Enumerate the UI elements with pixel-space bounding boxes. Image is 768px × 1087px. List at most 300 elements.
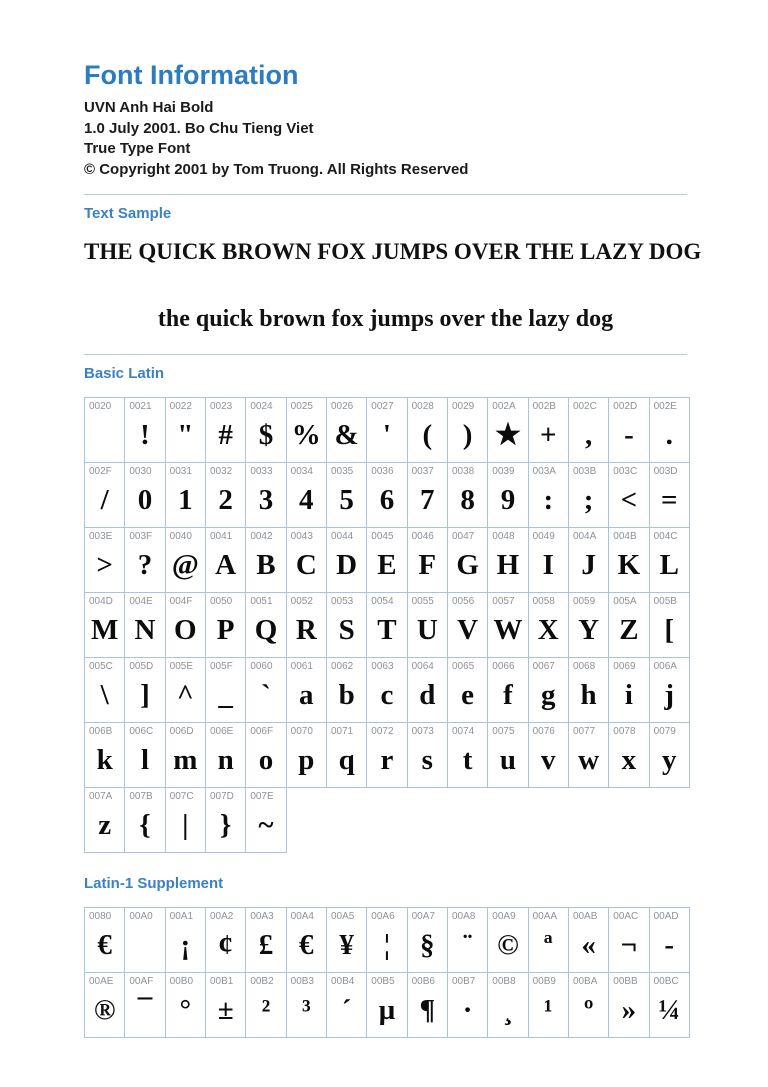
glyph-cell: [528, 463, 568, 528]
glyph-cell: [407, 398, 447, 463]
glyph-cell: [568, 973, 608, 1038]
char-row: [85, 723, 690, 788]
char-glyph: ": [177, 419, 194, 451]
char-code-label: 0022: [169, 401, 192, 412]
char-code-label: 0025: [290, 401, 313, 412]
char-code-label: 0070: [290, 726, 313, 737]
char-glyph: Q: [254, 614, 278, 646]
glyph-cell: [286, 463, 326, 528]
char-code-label: 0077: [572, 726, 596, 737]
glyph-cell: [407, 658, 447, 723]
char-glyph: {: [139, 809, 151, 841]
char-glyph: !: [140, 419, 150, 451]
char-glyph: r: [380, 744, 394, 776]
char-code-label: 0051: [250, 596, 273, 607]
char-row: [85, 973, 690, 1038]
char-code-label: 00AE: [89, 976, 114, 987]
char-glyph: O: [174, 614, 197, 646]
char-glyph: T: [377, 614, 397, 646]
char-code-label: 0064: [411, 661, 434, 672]
char-glyph: P: [216, 614, 235, 646]
char-code-label: 0033: [250, 466, 273, 477]
glyph-cell: [165, 593, 205, 658]
char-code-label: 004C: [653, 531, 678, 542]
char-row: [85, 908, 690, 973]
char-glyph: ¦: [383, 929, 391, 961]
char-glyph: «: [581, 929, 596, 961]
glyph-cell: [125, 788, 165, 853]
glyph-cell: [286, 908, 326, 973]
font-type: True Type Font: [84, 140, 191, 157]
section-divider: [84, 194, 687, 195]
char-glyph: W: [493, 614, 523, 646]
glyph-cell: [528, 723, 568, 788]
char-code-label: 0076: [532, 726, 555, 737]
char-glyph: S: [338, 614, 355, 646]
glyph-cell: [85, 528, 125, 593]
char-glyph: ±: [217, 994, 234, 1026]
page-title: Font Information: [84, 60, 299, 90]
char-code-label: 0038: [451, 466, 475, 477]
char-code-label: 00BA: [572, 976, 598, 987]
char-glyph: F: [418, 549, 437, 581]
char-glyph: .: [665, 419, 673, 451]
glyph-cell: [447, 973, 487, 1038]
char-code-label: 00B9: [532, 976, 556, 987]
char-glyph: A: [215, 549, 237, 581]
glyph-cell: [326, 723, 366, 788]
char-code-label: 0058: [532, 596, 555, 607]
glyph-cell: [326, 398, 366, 463]
char-glyph: g: [541, 679, 556, 711]
glyph-cell: [85, 723, 125, 788]
char-code-label: 0053: [330, 596, 354, 607]
char-code-label: 0045: [371, 531, 394, 542]
char-code-label: 0028: [411, 401, 434, 412]
char-code-label: 0023: [209, 401, 233, 412]
char-glyph: 4: [299, 484, 314, 516]
glyph-cell: [488, 593, 528, 658]
char-code-label: 00A1: [169, 911, 194, 922]
char-code-label: 0069: [613, 661, 636, 672]
glyph-cell: [286, 658, 326, 723]
char-glyph: ': [382, 419, 391, 451]
char-code-label: 00B5: [371, 976, 395, 987]
char-glyph: d: [419, 679, 436, 711]
char-code-label: 00AC: [613, 911, 639, 922]
glyph-cell: [649, 658, 689, 723]
char-glyph: ·: [462, 994, 473, 1026]
glyph-cell: [609, 463, 649, 528]
char-glyph: ´: [341, 994, 352, 1026]
glyph-cell: [165, 788, 205, 853]
glyph-cell: [609, 723, 649, 788]
glyph-cell: [165, 908, 205, 973]
char-glyph: D: [336, 549, 358, 581]
glyph-cell: [125, 723, 165, 788]
font-name: UVN Anh Hai Bold: [84, 99, 214, 116]
glyph-cell: [528, 528, 568, 593]
char-code-label: 0065: [451, 661, 475, 672]
char-code-label: 002F: [89, 466, 112, 477]
char-code-label: 0021: [129, 401, 152, 412]
glyph-cell: [367, 908, 407, 973]
glyph-cell: [488, 723, 528, 788]
glyph-cell: [568, 463, 608, 528]
char-glyph: I: [542, 549, 554, 581]
glyph-cell: [367, 528, 407, 593]
glyph-cell: [246, 973, 286, 1038]
font-version: 1.0 July 2001. Bo Chu Tieng Viet: [84, 119, 314, 137]
glyph-cell: [528, 658, 568, 723]
char-glyph: €: [299, 929, 314, 961]
glyph-cell: [488, 658, 528, 723]
char-code-label: 0061: [290, 661, 313, 672]
char-glyph: _: [218, 679, 233, 711]
section-heading-latin1-supplement: Latin-1 Supplement: [84, 875, 224, 892]
glyph-cell: [165, 528, 205, 593]
char-glyph: $: [258, 419, 274, 451]
glyph-cell: [488, 908, 528, 973]
char-code-label: 0067: [532, 661, 555, 672]
char-code-label: 0075: [492, 726, 515, 737]
char-code-label: 002C: [572, 401, 597, 412]
char-glyph: `: [261, 679, 271, 711]
char-glyph: p: [298, 744, 315, 776]
glyph-cell: [649, 973, 689, 1038]
glyph-cell: [649, 723, 689, 788]
glyph-cell: [85, 973, 125, 1038]
char-glyph: €: [97, 929, 112, 961]
glyph-cell: [528, 593, 568, 658]
char-code-label: 0040: [169, 531, 192, 542]
glyph-cell: [367, 463, 407, 528]
char-code-label: 003D: [653, 466, 678, 477]
char-code-label: 007A: [89, 791, 113, 802]
char-code-label: 0073: [411, 726, 434, 737]
glyph-cell: [125, 528, 165, 593]
char-code-label: 00B4: [330, 976, 355, 987]
char-code-label: 0047: [451, 531, 475, 542]
char-code-label: 006F: [250, 726, 274, 737]
section-heading-basic-latin: Basic Latin: [84, 365, 165, 382]
char-code-label: 00AA: [532, 911, 558, 922]
char-glyph: x: [621, 744, 637, 776]
glyph-cell: [125, 908, 165, 973]
char-glyph: 1: [178, 484, 193, 516]
glyph-cell: [326, 593, 366, 658]
glyph-cell: [568, 658, 608, 723]
glyph-cell: [447, 528, 487, 593]
glyph-cell: [165, 723, 205, 788]
char-glyph: 7: [420, 484, 435, 516]
glyph-cell: [205, 908, 245, 973]
glyph-cell: [367, 973, 407, 1038]
char-code-label: 004F: [169, 596, 193, 607]
glyph-cell: [205, 463, 245, 528]
char-glyph: <: [620, 484, 638, 516]
char-code-label: 00AF: [129, 976, 154, 987]
char-glyph: º: [583, 994, 594, 1026]
glyph-cell: [205, 528, 245, 593]
glyph-cell: [649, 398, 689, 463]
glyph-cell: [609, 658, 649, 723]
char-glyph: +: [540, 419, 557, 451]
section-heading-text-sample: Text Sample: [84, 205, 172, 222]
char-glyph: e: [461, 679, 475, 711]
char-glyph: ¢: [218, 929, 233, 961]
char-code-label: 00AB: [572, 911, 598, 922]
char-glyph: ~: [258, 809, 274, 841]
char-code-label: 005F: [209, 661, 233, 672]
char-glyph: %: [291, 419, 321, 451]
char-glyph: 0: [137, 484, 153, 516]
char-code-label: 0060: [250, 661, 273, 672]
char-glyph: V: [457, 614, 479, 646]
char-code-label: 0048: [492, 531, 515, 542]
char-glyph: C: [295, 549, 317, 581]
char-glyph: U: [416, 614, 438, 646]
glyph-cell: [165, 463, 205, 528]
glyph-cell: [447, 463, 487, 528]
glyph-cell: [407, 593, 447, 658]
char-glyph: B: [256, 549, 276, 581]
char-code-label: 00A6: [371, 911, 395, 922]
char-glyph: |: [182, 809, 189, 841]
glyph-cell: [609, 593, 649, 658]
char-table-latin1-supplement: [84, 907, 690, 1038]
sample-text-lowercase: the quick brown fox jumps over the lazy dog: [157, 306, 614, 332]
char-code-label: 0020: [89, 401, 112, 412]
char-code-label: 006A: [653, 661, 677, 672]
char-code-label: 003F: [129, 531, 153, 542]
char-code-label: 005B: [653, 596, 677, 607]
char-glyph: ¥: [339, 929, 354, 961]
glyph-cell: [528, 908, 568, 973]
char-glyph: q: [338, 744, 355, 776]
glyph-cell: [568, 593, 608, 658]
char-code-label: 006E: [209, 726, 234, 737]
char-glyph: f: [503, 679, 513, 711]
glyph-cell: [447, 658, 487, 723]
glyph-cell: [85, 658, 125, 723]
char-row: [85, 528, 690, 593]
glyph-cell: [568, 398, 608, 463]
char-glyph: #: [218, 419, 233, 451]
char-code-label: 0054: [371, 596, 394, 607]
char-code-label: 006B: [89, 726, 113, 737]
char-glyph: }: [219, 809, 232, 841]
char-code-label: 0049: [532, 531, 555, 542]
char-code-label: 00B0: [169, 976, 194, 987]
glyph-cell: [367, 593, 407, 658]
char-glyph: t: [462, 744, 473, 776]
glyph-cell: [125, 593, 165, 658]
char-code-label: 0050: [209, 596, 233, 607]
char-code-label: 003B: [572, 466, 597, 477]
char-glyph: j: [664, 679, 675, 711]
glyph-cell: [246, 658, 286, 723]
char-code-label: 0042: [250, 531, 273, 542]
char-code-label: 007E: [250, 791, 274, 802]
char-glyph: h: [580, 679, 597, 711]
char-code-label: 0043: [290, 531, 313, 542]
char-code-label: 00B3: [290, 976, 314, 987]
char-code-label: 0059: [572, 596, 596, 607]
glyph-cell: [326, 908, 366, 973]
glyph-cell: [326, 658, 366, 723]
char-glyph: 6: [379, 484, 395, 516]
char-code-label: 0041: [209, 531, 233, 542]
glyph-cell: [649, 908, 689, 973]
glyph-cell: [367, 723, 407, 788]
char-glyph: £: [258, 929, 274, 961]
char-glyph: ³: [301, 994, 311, 1026]
glyph-cell: [205, 723, 245, 788]
char-glyph: ¸: [503, 994, 513, 1026]
char-glyph: 8: [460, 484, 475, 516]
glyph-cell: [326, 463, 366, 528]
char-code-label: 002D: [613, 401, 638, 412]
char-glyph: ²: [261, 994, 271, 1026]
char-glyph: 5: [339, 484, 354, 516]
char-glyph: ®: [93, 994, 116, 1026]
glyph-cell: [568, 723, 608, 788]
char-code-label: 0057: [492, 596, 515, 607]
char-code-label: 0046: [411, 531, 434, 542]
glyph-cell: [205, 593, 245, 658]
char-glyph: 9: [500, 484, 516, 516]
char-code-label: 006D: [169, 726, 194, 737]
char-glyph: k: [96, 744, 113, 776]
char-glyph: v: [541, 744, 556, 776]
char-code-label: 002A: [492, 401, 516, 412]
char-code-label: 005D: [129, 661, 154, 672]
char-code-label: 0039: [492, 466, 515, 477]
char-glyph: 2: [218, 484, 233, 516]
char-glyph: ¶: [419, 994, 436, 1026]
char-row: [85, 658, 690, 723]
copyright-notice: © Copyright 2001 by Tom Truong. All Rights Reserved: [84, 160, 469, 178]
char-glyph: µ: [378, 994, 396, 1026]
char-code-label: 00B7: [451, 976, 476, 987]
char-glyph: c: [380, 679, 394, 711]
glyph-cell: [367, 398, 407, 463]
char-code-label: 0078: [613, 726, 636, 737]
glyph-cell: [85, 593, 125, 658]
glyph-cell: [205, 788, 245, 853]
char-glyph: m: [173, 744, 198, 776]
glyph-cell: [609, 528, 649, 593]
char-code-label: 00A2: [209, 911, 234, 922]
glyph-cell: [205, 398, 245, 463]
glyph-cell: [528, 973, 568, 1038]
char-code-label: 005C: [89, 661, 113, 672]
char-code-label: 005E: [169, 661, 194, 672]
char-row: [85, 398, 690, 463]
glyph-cell: [286, 973, 326, 1038]
glyph-cell: [447, 593, 487, 658]
char-code-label: 003A: [532, 466, 556, 477]
char-code-label: 0037: [411, 466, 434, 477]
glyph-cell: [447, 398, 487, 463]
char-code-label: 005A: [613, 596, 637, 607]
glyph-cell: [85, 788, 125, 853]
char-glyph: M: [90, 614, 119, 646]
char-code-label: 00A9: [492, 911, 516, 922]
char-glyph: Y: [578, 614, 600, 646]
glyph-cell: [165, 398, 205, 463]
glyph-cell: [125, 658, 165, 723]
char-code-label: 0036: [371, 466, 394, 477]
char-glyph: @: [171, 549, 199, 581]
char-code-label: 0066: [492, 661, 515, 672]
char-code-label: 0027: [371, 401, 394, 412]
char-glyph: R: [295, 614, 317, 646]
char-code-label: 006C: [129, 726, 154, 737]
char-glyph: ]: [140, 679, 150, 711]
glyph-cell: [246, 398, 286, 463]
glyph-cell: [649, 528, 689, 593]
char-glyph: ^: [176, 679, 194, 711]
char-code-label: 0072: [371, 726, 394, 737]
glyph-cell: [528, 398, 568, 463]
glyph-cell: [488, 463, 528, 528]
char-code-label: 00AD: [653, 911, 679, 922]
char-glyph: J: [581, 549, 596, 581]
char-code-label: 0024: [250, 401, 273, 412]
char-glyph: [: [664, 614, 675, 646]
char-glyph: (: [422, 419, 433, 451]
char-code-label: 0056: [451, 596, 475, 607]
char-glyph: -: [624, 419, 634, 451]
char-code-label: 00B1: [209, 976, 234, 987]
glyph-cell: [286, 528, 326, 593]
char-code-label: 0068: [572, 661, 596, 672]
char-code-label: 007D: [209, 791, 234, 802]
char-glyph: ¹: [543, 994, 553, 1026]
glyph-cell: [165, 973, 205, 1038]
char-row: [85, 788, 690, 853]
glyph-cell: [326, 973, 366, 1038]
char-code-label: 0055: [411, 596, 434, 607]
char-glyph: z: [98, 809, 112, 841]
glyph-cell: [246, 463, 286, 528]
glyph-cell: [246, 723, 286, 788]
char-glyph: i: [624, 679, 633, 711]
char-code-label: 0034: [290, 466, 313, 477]
char-glyph: L: [659, 549, 679, 581]
char-code-label: 00A7: [411, 911, 435, 922]
char-row: [85, 593, 690, 658]
char-glyph: ©: [497, 929, 519, 961]
char-code-label: 00A3: [250, 911, 274, 922]
char-code-label: 0074: [451, 726, 475, 737]
char-code-label: 00A5: [330, 911, 355, 922]
char-glyph: ): [462, 419, 473, 451]
glyph-cell: [246, 528, 286, 593]
glyph-cell: [85, 463, 125, 528]
char-code-label: 00BB: [613, 976, 638, 987]
glyph-cell: [286, 593, 326, 658]
glyph-cell: [447, 908, 487, 973]
char-glyph: ,: [584, 419, 593, 451]
char-code-label: 0071: [330, 726, 354, 737]
glyph-cell: [125, 973, 165, 1038]
char-glyph: u: [499, 744, 517, 776]
char-code-label: 0031: [169, 466, 192, 477]
char-glyph: ¬: [620, 929, 638, 961]
